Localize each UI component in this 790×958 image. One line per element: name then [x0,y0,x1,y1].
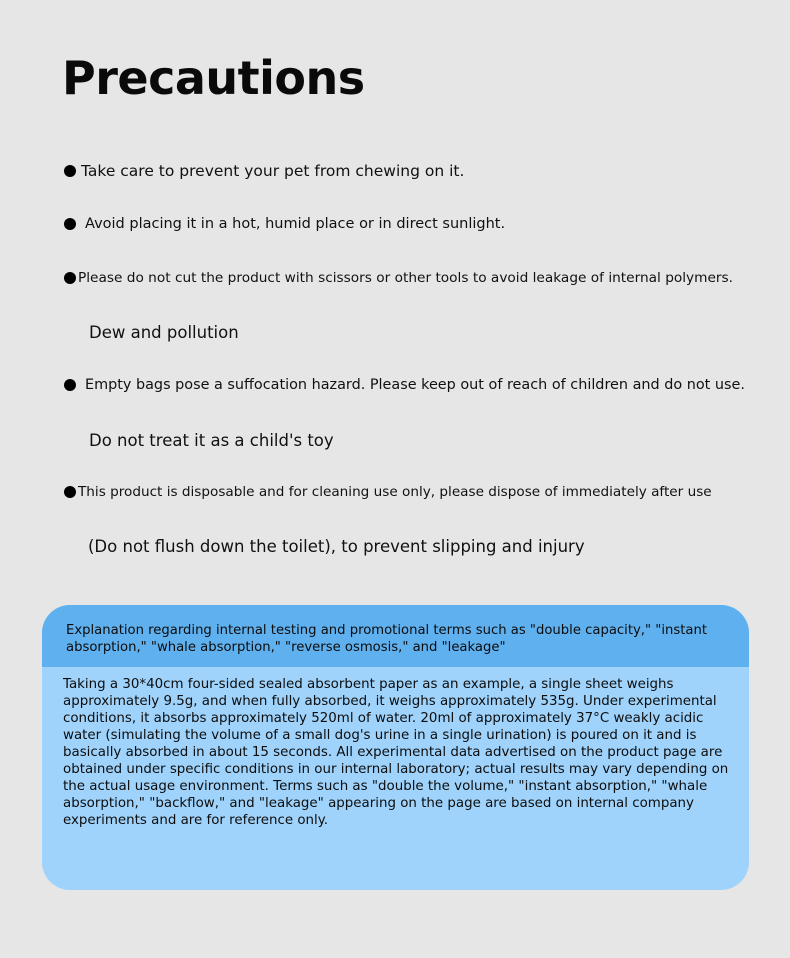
precaution-suffocation-hazard [64,377,745,393]
explanation-body: Taking a 30*40cm four-sided sealed absorbent paper as an example, a single sheet weighs approximately 9.5g, and when fully absorbed, it weighs approximately 535g. Under experimental conditions, it absorbs approximately 520ml of water. 20ml of approximately 37°C weakly acidic water (simulating the volume of a small dog's urine in a single urination) is poured on it and is basically absorbed in about 15 seconds. All experimental data advertised on the product page are obtained under specific conditions in our internal laboratory; actual results may vary depending on the actual usage environment. Terms such as "double the volume," "instant absorption," "whale absorption," "backflow," and "leakage" appearing on the page are based on internal company experiments and are for reference only. [63,677,729,828]
bullet-dot-icon [64,165,76,177]
precaution-heat-humidity [64,216,505,232]
precaution-text: This product is disposable and for cleaning use only, please dispose of immediately after use [78,484,712,500]
precaution-do-not-cut [64,270,733,286]
precaution-text: Please do not cut the product with scissors or other tools to avoid leakage of internal polymers. [78,270,734,286]
explanation-heading: Explanation regarding internal testing and promotional terms such as "double capacity," "instant absorption," "whale absorption," "reverse osmosis," and "leakage" [66,623,707,655]
precaution-continuation: Dew and pollution [89,323,239,342]
precaution-disposable [64,484,712,500]
bullet-dot-icon [64,379,76,391]
precaution-text: Empty bags pose a suffocation hazard. Please keep out of reach of children and do not use. [85,377,745,393]
precaution-continuation: (Do not flush down the toilet), to prevent slipping and injury [88,537,585,556]
page-title: Precautions [62,51,365,105]
bullet-dot-icon [64,218,76,230]
precaution-text: Take care to prevent your pet from chewing on it. [81,162,465,180]
precaution-continuation: Do not treat it as a child's toy [89,431,334,450]
precaution-pet-chewing [64,162,464,180]
explanation-panel [42,605,749,890]
bullet-dot-icon [64,272,76,284]
precaution-text: Avoid placing it in a hot, humid place or in direct sunlight. [85,216,506,232]
bullet-dot-icon [64,486,76,498]
explanation-panel-header [42,605,749,667]
